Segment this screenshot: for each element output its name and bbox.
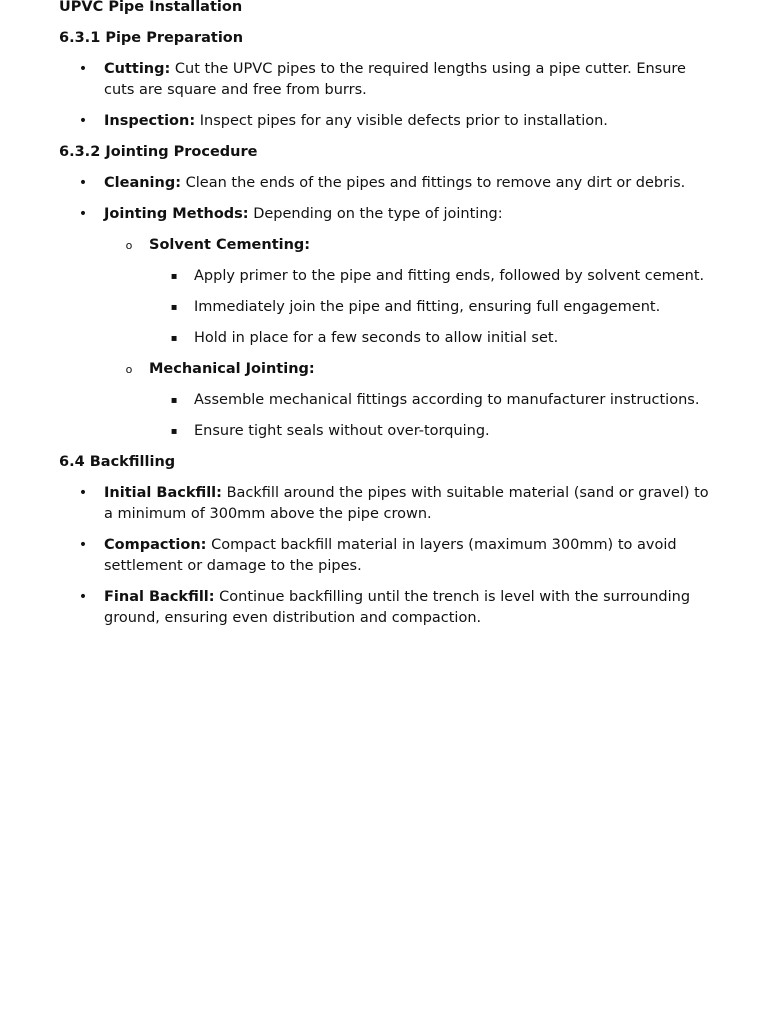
list-item xyxy=(59,173,719,194)
bullet-icon: • xyxy=(78,175,88,191)
step-text: Ensure tight seals without over-torquing. xyxy=(194,423,490,439)
item-term: Cutting: xyxy=(104,61,171,77)
bullet-icon: • xyxy=(78,206,88,222)
square-bullet-icon: ▪ xyxy=(170,333,178,344)
document-title: UPVC Pipe Installation xyxy=(59,0,243,15)
item-term: Cleaning: xyxy=(104,175,182,191)
list-item xyxy=(59,421,719,442)
method-label-solvent: Solvent Cementing: xyxy=(149,237,311,253)
list-item xyxy=(59,390,719,411)
list-item xyxy=(59,266,719,287)
item-term: Jointing Methods: xyxy=(104,206,249,222)
item-text: Inspect pipes for any visible defects prior to installation. xyxy=(195,113,608,129)
section-heading-backfilling: 6.4 Backfilling xyxy=(59,454,176,470)
square-bullet-icon: ▪ xyxy=(170,302,178,313)
list-item xyxy=(59,235,719,256)
jointing-methods-list xyxy=(59,235,719,256)
list-item xyxy=(59,204,719,225)
method-label-mechanical: Mechanical Jointing: xyxy=(149,361,315,377)
square-bullet-icon: ▪ xyxy=(170,426,178,437)
list-item xyxy=(59,483,719,525)
bullet-icon: • xyxy=(78,113,88,129)
circle-bullet-icon: o xyxy=(125,239,133,252)
list-item xyxy=(59,359,719,380)
bullet-icon: • xyxy=(78,589,88,605)
bullet-icon: • xyxy=(78,61,88,77)
item-text: Depending on the type of jointing: xyxy=(248,206,503,222)
list-item xyxy=(59,59,719,101)
square-bullet-icon: ▪ xyxy=(170,271,178,282)
list-item xyxy=(59,587,719,629)
bullet-icon: • xyxy=(78,485,88,501)
item-text: Backfill around the pipes with suitable material (sand or gravel) to a minimum of 300mm above the pipe crown. xyxy=(104,485,709,522)
jointing-procedure-list xyxy=(59,173,719,225)
list-item xyxy=(59,297,719,318)
list-item xyxy=(59,328,719,349)
step-text: Immediately join the pipe and fitting, ensuring full engagement. xyxy=(194,299,661,315)
section-heading-pipe-preparation: 6.3.1 Pipe Preparation xyxy=(59,30,244,46)
item-text: Continue backfilling until the trench is level with the surrounding ground, ensuring even distribution and compaction. xyxy=(104,589,691,626)
step-text: Assemble mechanical fittings according to manufacturer instructions. xyxy=(194,392,700,408)
list-item xyxy=(59,535,719,577)
backfilling-list xyxy=(59,483,719,629)
jointing-methods-list-2 xyxy=(59,359,719,380)
item-term: Inspection: xyxy=(104,113,196,129)
item-term: Initial Backfill: xyxy=(104,485,222,501)
item-term: Final Backfill: xyxy=(104,589,215,605)
item-text: Compact backfill material in layers (maximum 300mm) to avoid settlement or damage to the pipes. xyxy=(104,537,677,574)
step-text: Apply primer to the pipe and fitting ends, followed by solvent cement. xyxy=(194,268,705,284)
circle-bullet-icon: o xyxy=(125,363,133,376)
square-bullet-icon: ▪ xyxy=(170,395,178,406)
document-page xyxy=(59,0,719,639)
solvent-cementing-steps xyxy=(59,266,719,349)
step-text: Hold in place for a few seconds to allow initial set. xyxy=(194,330,559,346)
bullet-icon: • xyxy=(78,537,88,553)
mechanical-jointing-steps xyxy=(59,390,719,442)
item-text: Clean the ends of the pipes and fittings to remove any dirt or debris. xyxy=(181,175,686,191)
pipe-preparation-list xyxy=(59,59,719,132)
section-heading-jointing-procedure: 6.3.2 Jointing Procedure xyxy=(59,144,258,160)
item-term: Compaction: xyxy=(104,537,207,553)
list-item xyxy=(59,111,719,132)
item-text: Cut the UPVC pipes to the required lengths using a pipe cutter. Ensure cuts are square and free from burrs. xyxy=(104,61,686,98)
